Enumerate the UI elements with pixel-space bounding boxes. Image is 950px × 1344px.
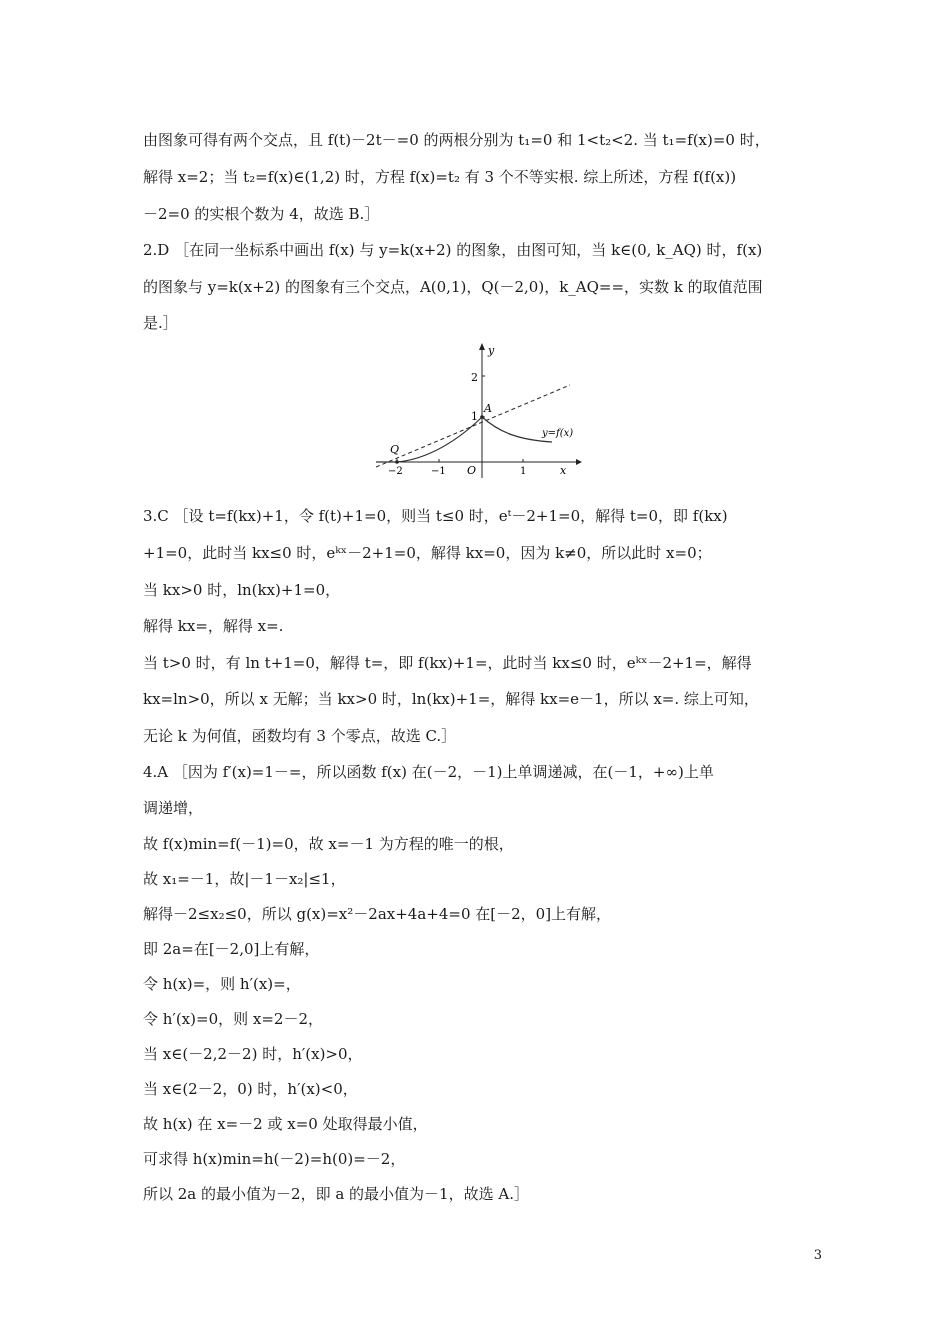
text-line: kx=ln>0，所以 x 无解；当 kx>0 时，ln(kx)+1=，解得 kx=e－1，所以 x=. 综上可知， [143,690,759,708]
text-line: 2.D ［在同一坐标系中画出 f(x) 与 y=k(x+2) 的图象，由图可知，当 k∈(0, k_AQ) 时，f(x) [143,241,763,259]
text-line: 无论 k 为何值，函数均有 3 个零点，故选 C.］ [143,727,457,745]
text-line: 由图象可得有两个交点，且 f(t)－2t－=0 的两根分别为 t₁=0 和 1<t₂<2. 当 t₁=f(x)=0 时， [143,131,770,149]
text-line: －2=0 的实根个数为 4，故选 B.］ [143,205,380,223]
text-line: 故 f(x)min=f(－1)=0，故 x=－1 为方程的唯一的根， [143,835,514,853]
point-q-label: Q [390,443,400,456]
function-graph-figure [370,338,590,480]
page-number: 3 [813,1248,822,1263]
y-axis-label: y [488,344,495,357]
text-line: 即 2a=在[－2,0]上有解， [143,940,320,958]
text-line: 当 x∈(－2,2－2) 时，h′(x)>0， [143,1045,363,1063]
y-axis-arrow-icon [479,343,485,350]
y-tick-label: 1 [471,410,478,423]
text-line: 所以 2a 的最小值为－2，即 a 的最小值为－1，故选 A.］ [143,1185,529,1203]
text-line: 的图象与 y=k(x+2) 的图象有三个交点，A(0,1)，Q(－2,0)，k_AQ==，实数 k 的取值范围 [143,278,763,296]
text-line: 解得 x=2；当 t₂=f(x)∈(1,2) 时，方程 f(x)=t₂ 有 3 个不等实根. 综上所述，方程 f(f(x)) [143,168,737,186]
text-line: 3.C ［设 t=f(kx)+1，令 f(t)+1=0，则当 t≤0 时，eᵗ－2+1=0，解得 t=0，即 f(kx) [143,507,728,525]
x-tick-label: 1 [520,466,527,477]
text-line: 调递增， [143,799,204,817]
text-line: 当 x∈(2－2，0) 时，h′(x)<0， [143,1080,358,1098]
x-axis-label: x [560,464,567,477]
point-a-label: A [484,402,492,415]
text-line: 可求得 h(x)min=h(－2)=h(0)=－2， [143,1150,406,1168]
text-line: 故 x₁=－1，故|－1－x₂|≤1， [143,870,346,888]
text-line: 当 t>0 时，有 ln t+1=0，解得 t=，即 f(kx)+1=，此时当 kx≤0 时，eᵏˣ－2+1=，解得 [143,654,752,672]
text-line: 解得 kx=，解得 x=. [143,617,284,635]
text-line: +1=0，此时当 kx≤0 时，eᵏˣ－2+1=0，解得 kx=0，因为 k≠0，所以此时 x=0； [143,544,712,562]
text-line: 当 kx>0 时，ln(kx)+1=0， [143,581,341,599]
text-line: 解得－2≤x₂≤0，所以 g(x)=x²－2ax+4a+4=0 在[－2，0]上有解， [143,905,612,923]
function-curve [376,417,552,462]
x-tick-label: −1 [431,466,446,477]
curve-label: y=f(x) [542,428,574,439]
point-a-marker [480,415,484,419]
text-line: 是.］ [143,314,178,332]
text-line: 令 h′(x)=0，则 x=2－2， [143,1010,323,1028]
text-line: 令 h(x)=，则 h′(x)=， [143,975,301,993]
x-axis-arrow-icon [576,459,582,465]
point-q-marker [395,460,399,464]
text-line: 故 h(x) 在 x=－2 或 x=0 处取得最小值， [143,1115,428,1133]
origin-label: O [467,464,477,477]
y-tick-label: 2 [471,371,478,384]
x-tick-label: −2 [388,466,403,477]
text-line: 4.A ［因为 f′(x)=1－=，所以函数 f(x) 在(－2，－1)上单调递减，在(－1，+∞)上单 [143,763,714,781]
